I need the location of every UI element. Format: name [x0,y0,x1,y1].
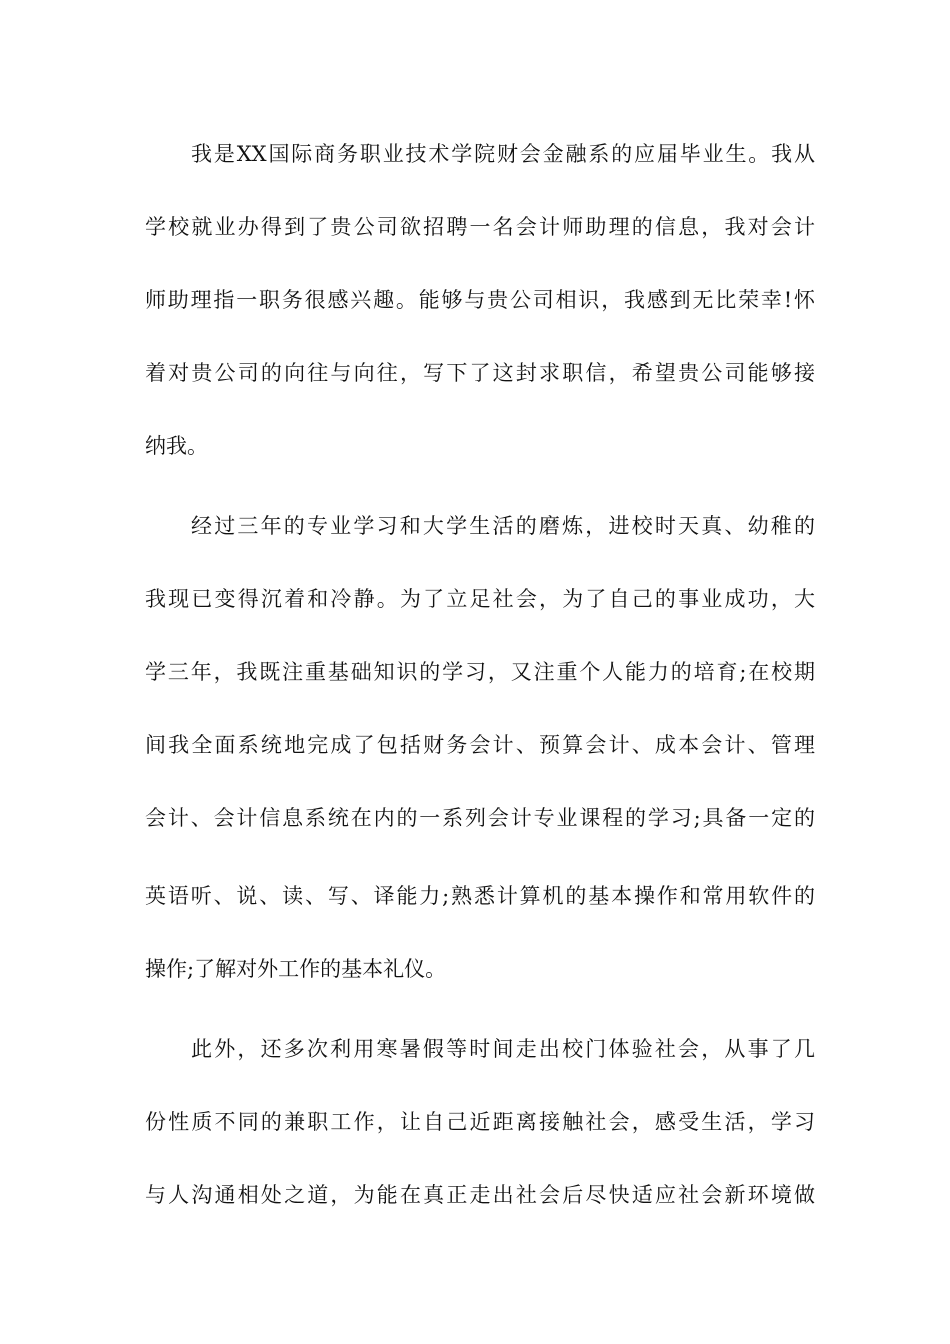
paragraph-2-line-5: 会计、会计信息系统在内的一系列会计专业课程的学习;具备一定的 [145,806,815,830]
paragraph-2-line-3: 学三年，我既注重基础知识的学习，又注重个人能力的培育;在校期 [145,660,815,684]
paragraph-1-line-3: 师助理指一职务很感兴趣。能够与贵公司相识，我感到无比荣幸!怀 [145,288,815,312]
paragraph-3-line-2: 份性质不同的兼职工作，让自己近距离接触社会，感受生活，学习 [145,1110,815,1134]
paragraph-1-line-2: 学校就业办得到了贵公司欲招聘一名会计师助理的信息，我对会计 [145,215,815,239]
paragraph-3-line-1: 此外，还多次利用寒暑假等时间走出校门体验社会，从事了几 [191,1037,815,1061]
paragraph-1-line-5: 纳我。 [145,434,208,458]
paragraph-2-line-4: 间我全面系统地完成了包括财务会计、预算会计、成本会计、管理 [145,733,815,757]
paragraph-1-line-4: 着对贵公司的向往与向往，写下了这封求职信，希望贵公司能够接 [145,361,815,385]
paragraph-1-line-1: 我是XX国际商务职业技术学院财会金融系的应届毕业生。我从 [191,142,815,166]
paragraph-2-line-1: 经过三年的专业学习和大学生活的磨炼，进校时天真、幼稚的 [191,514,815,538]
paragraph-2-line-2: 我现已变得沉着和冷静。为了立足社会，为了自己的事业成功，大 [145,587,815,611]
paragraph-2-line-6: 英语听、说、读、写、译能力;熟悉计算机的基本操作和常用软件的 [145,884,815,908]
paragraph-3-line-3: 与人沟通相处之道，为能在真正走出社会后尽快适应社会新环境做 [145,1183,815,1207]
paragraph-2-line-7: 操作;了解对外工作的基本礼仪。 [145,957,447,981]
